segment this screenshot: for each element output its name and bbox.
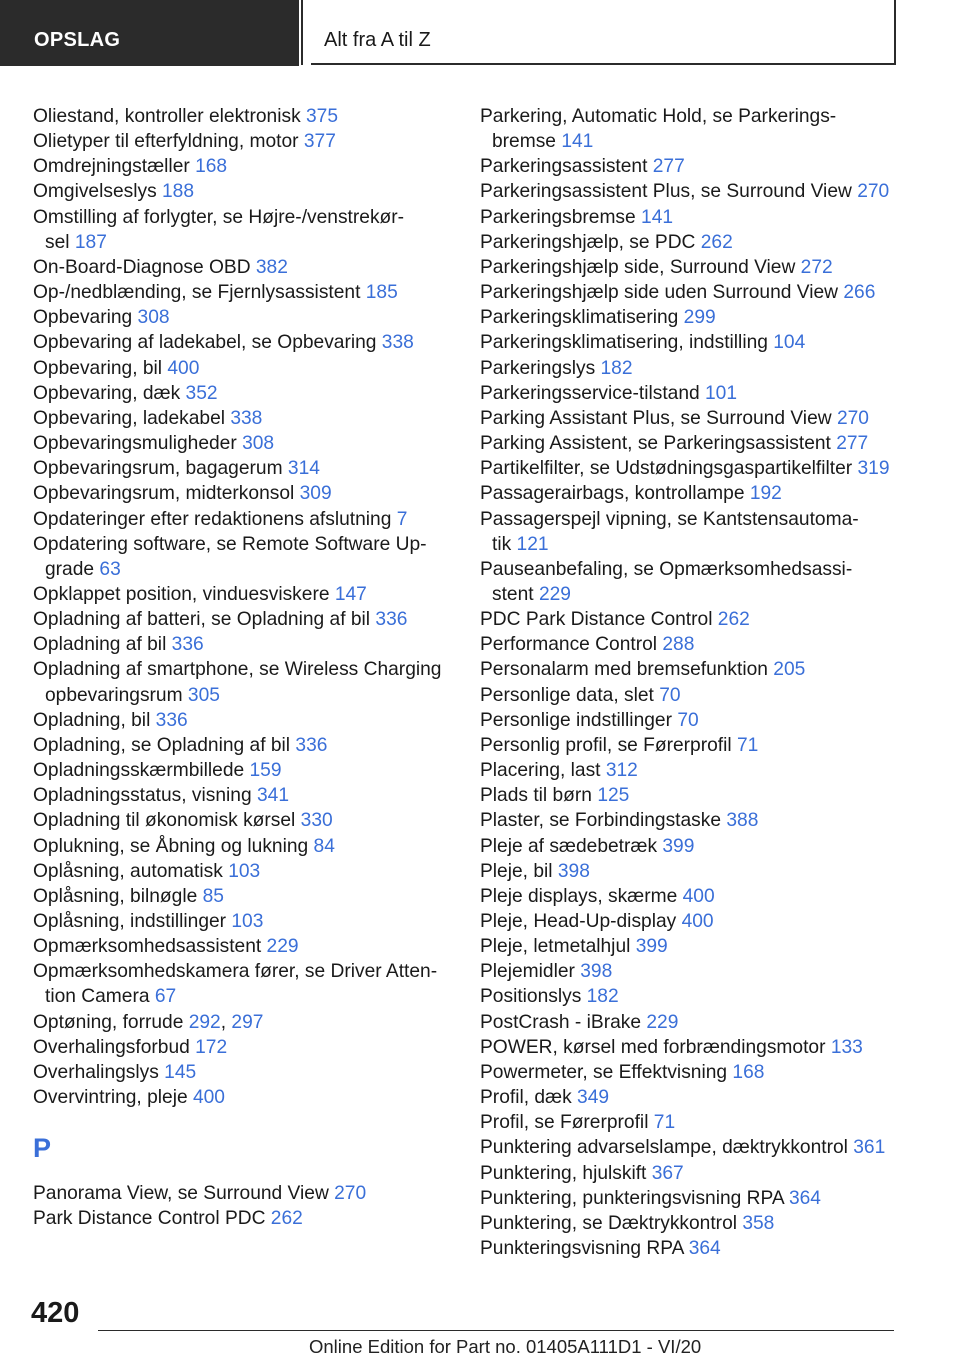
page-link[interactable]: 277 bbox=[836, 433, 869, 455]
index-entry bbox=[33, 456, 453, 481]
entry-text: Pleje af sædebetræk bbox=[480, 835, 663, 857]
entry-text: Parkeringsklimatisering, indstilling bbox=[480, 332, 774, 354]
index-entry bbox=[480, 481, 910, 506]
index-entry bbox=[33, 1010, 453, 1035]
index-entry bbox=[480, 431, 910, 456]
entry-text: Oplåsning, automatisk bbox=[33, 860, 229, 882]
page-link[interactable]: 272 bbox=[800, 256, 833, 278]
index-entry bbox=[33, 808, 453, 833]
page-link[interactable]: 277 bbox=[652, 156, 685, 178]
entry-text: Oliestand, kontroller elektronisk bbox=[33, 106, 307, 127]
page-link[interactable]: 103 bbox=[228, 860, 261, 882]
index-entry bbox=[480, 104, 910, 154]
page-link[interactable]: 312 bbox=[605, 760, 638, 782]
entry-text: Overhalingsforbud bbox=[33, 1036, 196, 1058]
entry-text: tion Camera bbox=[45, 986, 155, 1008]
page-link[interactable]: 400 bbox=[167, 357, 200, 379]
entry-text: Opladning, se Opladning af bil bbox=[33, 734, 296, 756]
index-entry bbox=[480, 154, 910, 179]
index-entry bbox=[480, 406, 910, 431]
page-link[interactable]: 229 bbox=[266, 936, 299, 958]
page-link[interactable]: 338 bbox=[381, 332, 414, 354]
entry-text: Opbevaring, bil bbox=[33, 357, 168, 379]
page-link[interactable]: 388 bbox=[726, 810, 759, 832]
index-entry bbox=[33, 356, 453, 381]
entry-text: Punktering advarselslampe, dæktrykkontrol bbox=[480, 1137, 854, 1159]
entry-text: Oplåsning, indstillinger bbox=[33, 911, 232, 932]
entry-text: Opmærksomhedskamera fører, se Driver Atten- bbox=[33, 961, 438, 983]
page-link[interactable]: 70 bbox=[677, 709, 699, 731]
entry-text: sel bbox=[45, 231, 75, 253]
index-entry bbox=[480, 179, 910, 204]
entry-text: Performance Control bbox=[480, 634, 663, 656]
page-link[interactable]: 63 bbox=[99, 558, 121, 580]
entry-text: Pauseanbefaling, se Opmærksomhedsassi- bbox=[480, 558, 853, 580]
page-link[interactable]: 168 bbox=[732, 1061, 765, 1083]
entry-text: Personlige data, slet bbox=[480, 684, 660, 706]
entry-text: PDC Park Distance Control bbox=[480, 609, 718, 631]
index-entry bbox=[33, 909, 453, 934]
entry-text: Opbevaring af ladekabel, se Opbevaring bbox=[33, 332, 382, 354]
page-link[interactable]: 185 bbox=[365, 282, 398, 304]
page-link[interactable]: 399 bbox=[662, 835, 695, 857]
entry-text: bremse bbox=[492, 131, 562, 153]
index-column-right bbox=[480, 104, 910, 1261]
index-entry bbox=[33, 154, 453, 179]
page-link[interactable]: 364 bbox=[688, 1238, 721, 1260]
entry-text: Opladning, bil bbox=[33, 709, 156, 731]
index-entry bbox=[480, 356, 910, 381]
entry-text: Oplukning, se Åbning og lukning bbox=[33, 835, 314, 857]
index-entry bbox=[480, 834, 910, 859]
index-entry bbox=[480, 632, 910, 657]
page-link[interactable]: 305 bbox=[187, 684, 220, 706]
index-entry bbox=[33, 507, 453, 532]
entry-text: Opladning til økonomisk kørsel bbox=[33, 810, 301, 832]
index-entry bbox=[33, 859, 453, 884]
entry-text: Powermeter, se Effektvisning bbox=[480, 1061, 733, 1083]
entry-text: Park Distance Control PDC bbox=[33, 1208, 271, 1230]
page-link[interactable]: 364 bbox=[788, 1187, 821, 1209]
index-entry bbox=[33, 330, 453, 355]
entry-text: Overvintring, pleje bbox=[33, 1087, 193, 1109]
page-link[interactable]: 308 bbox=[137, 307, 170, 329]
page-link[interactable]: 352 bbox=[185, 382, 218, 404]
index-entry bbox=[33, 657, 453, 707]
index-entry bbox=[480, 1085, 910, 1110]
page-link[interactable]: 270 bbox=[857, 181, 890, 203]
index-entry bbox=[33, 1060, 453, 1085]
entry-text: Opklappet position, vinduesviskere bbox=[33, 583, 335, 605]
entry-text: Parking Assistant Plus, se Surround View bbox=[480, 407, 837, 429]
entry-text: Parkeringsassistent bbox=[480, 156, 653, 178]
page-link[interactable]: 299 bbox=[683, 307, 716, 329]
page-link[interactable]: 262 bbox=[717, 609, 750, 631]
entry-text: Opbevaringsrum, midterkonsol bbox=[33, 483, 300, 505]
page-link[interactable]: 229 bbox=[538, 583, 571, 605]
entry-text: Profil, se Førerprofil bbox=[480, 1112, 654, 1134]
page-link[interactable]: 367 bbox=[651, 1162, 684, 1184]
entry-text: Opladningsskærmbillede bbox=[33, 760, 250, 782]
page-link[interactable]: 336 bbox=[155, 709, 188, 731]
page-link[interactable]: 398 bbox=[557, 860, 590, 882]
index-entry bbox=[480, 909, 910, 934]
index-entry bbox=[480, 859, 910, 884]
entry-text: opbevaringsrum bbox=[45, 684, 188, 706]
entry-text: Op-/nedblænding, se Fjernlysassistent bbox=[33, 282, 366, 304]
index-entry bbox=[480, 255, 910, 280]
index-entry bbox=[480, 1186, 910, 1211]
index-entry bbox=[480, 230, 910, 255]
entry-text: Parkeringshjælp side uden Surround View bbox=[480, 282, 844, 304]
page-link[interactable]: 104 bbox=[773, 332, 806, 354]
index-entry bbox=[33, 381, 453, 406]
page-number: 420 bbox=[31, 1297, 80, 1329]
index-entry bbox=[480, 708, 910, 733]
page-link[interactable]: 71 bbox=[736, 734, 759, 756]
page-link[interactable]: 398 bbox=[580, 961, 613, 983]
entry-text: tik bbox=[492, 533, 517, 555]
entry-text: Omstilling af forlygter, se Højre-/venstrekør- bbox=[33, 206, 405, 228]
page-link[interactable]: 309 bbox=[299, 483, 332, 505]
page-link[interactable]: 400 bbox=[681, 911, 714, 932]
entry-text: On-Board-Diagnose OBD bbox=[33, 256, 256, 278]
entry-text: Opladningsstatus, visning bbox=[33, 785, 257, 807]
index-entry bbox=[33, 305, 453, 330]
entry-text: Plejemidler bbox=[480, 961, 581, 983]
entry-text: Opbevaring, dæk bbox=[33, 382, 186, 404]
index-entry bbox=[33, 758, 453, 783]
index-entry bbox=[33, 179, 453, 204]
index-entry bbox=[33, 1181, 453, 1206]
page-link[interactable]: 103 bbox=[231, 911, 264, 932]
entry-text: PostCrash - iBrake bbox=[480, 1011, 647, 1033]
index-entry bbox=[480, 808, 910, 833]
letter-text: P bbox=[33, 1133, 52, 1164]
entry-text: Opladning af batteri, se Opladning af bil bbox=[33, 609, 376, 631]
entry-text: Parkeringshjælp, se PDC bbox=[480, 231, 701, 253]
page-link[interactable]: 341 bbox=[256, 785, 289, 807]
index-entry bbox=[480, 1110, 910, 1135]
index-entry bbox=[480, 657, 910, 682]
index-entry bbox=[33, 632, 453, 657]
entry-text: Optøning, forrude bbox=[33, 1011, 189, 1033]
page-link[interactable]: 71 bbox=[653, 1112, 676, 1134]
index-entry bbox=[33, 280, 453, 305]
entry-text: Placering, last bbox=[480, 760, 606, 782]
index-entry bbox=[480, 934, 910, 959]
entry-text: Olietyper til efterfyldning, motor bbox=[33, 131, 304, 153]
index-entry bbox=[33, 104, 453, 129]
page-link[interactable]: 358 bbox=[742, 1212, 775, 1234]
entry-text: POWER, kørsel med forbrændingsmotor bbox=[480, 1036, 831, 1058]
page-link[interactable]: 330 bbox=[300, 810, 333, 832]
entry-text: Parkeringslys bbox=[480, 357, 601, 379]
page-link[interactable]: 399 bbox=[635, 936, 668, 958]
page-link[interactable]: 262 bbox=[270, 1208, 303, 1230]
entry-text: Passagerairbags, kontrollampe bbox=[480, 483, 750, 505]
page-link[interactable]: 375 bbox=[306, 106, 339, 127]
page-link[interactable]: 349 bbox=[577, 1087, 610, 1109]
entry-text: Opbevaring, ladekabel bbox=[33, 407, 231, 429]
page-link[interactable]: 141 bbox=[561, 131, 594, 153]
entry-text: Parkeringsservice-tilstand bbox=[480, 382, 706, 404]
entry-text: Opdatering software, se Remote Software Up- bbox=[33, 533, 427, 555]
index-entry bbox=[480, 305, 910, 330]
entry-text: Oplåsning, bilnøgle bbox=[33, 885, 203, 907]
index-entry bbox=[480, 381, 910, 406]
entry-text: grade bbox=[45, 558, 100, 580]
index-entry bbox=[480, 959, 910, 984]
entry-text: Parkering, Automatic Hold, se Parkerings- bbox=[480, 106, 837, 127]
index-entry bbox=[33, 959, 453, 1009]
page-link[interactable]: 336 bbox=[295, 734, 328, 756]
page-link[interactable]: 125 bbox=[597, 785, 630, 807]
page-link[interactable]: 67 bbox=[154, 986, 177, 1008]
index-entry bbox=[480, 1211, 910, 1236]
index-entry bbox=[33, 783, 453, 808]
entry-text: Personlige indstillinger bbox=[480, 709, 678, 731]
page-link[interactable]: 361 bbox=[853, 1137, 886, 1159]
page-link[interactable]: 145 bbox=[164, 1061, 197, 1083]
entry-text: Plaster, se Forbindingstaske bbox=[480, 810, 727, 832]
page-link[interactable]: 229 bbox=[646, 1011, 679, 1033]
index-entry bbox=[33, 1206, 453, 1231]
index-entry bbox=[480, 733, 910, 758]
index-entry bbox=[480, 1060, 910, 1085]
entry-text: Opmærksomhedsassistent bbox=[33, 936, 267, 958]
entry-text: Punkteringsvisning RPA bbox=[480, 1238, 689, 1260]
entry-text: Profil, dæk bbox=[480, 1087, 578, 1109]
index-entry bbox=[480, 984, 910, 1009]
entry-text: Personlig profil, se Førerprofil bbox=[480, 734, 737, 756]
page-link[interactable]: 262 bbox=[700, 231, 733, 253]
index-entry bbox=[33, 1085, 453, 1110]
entry-text: Omdrejningstæller bbox=[33, 156, 196, 178]
page-link[interactable]: 308 bbox=[242, 433, 275, 455]
entry-text: Omgivelseslys bbox=[33, 181, 163, 203]
index-entry bbox=[480, 1010, 910, 1035]
header-section bbox=[311, 0, 896, 65]
page-link[interactable]: 85 bbox=[202, 885, 224, 907]
page-link[interactable]: 319 bbox=[857, 458, 890, 480]
entry-text: Opbevaringsmuligheder bbox=[33, 433, 243, 455]
page-link[interactable]: 188 bbox=[162, 181, 195, 203]
page-link[interactable]: 400 bbox=[192, 1087, 225, 1109]
entry-text: Opbevaring bbox=[33, 307, 138, 329]
entry-text: Personalarm med bremsefunktion bbox=[480, 659, 774, 681]
page-link[interactable]: 382 bbox=[255, 256, 288, 278]
page-link[interactable]: 121 bbox=[516, 533, 549, 555]
entry-text: Positionslys bbox=[480, 986, 587, 1008]
index-entry bbox=[33, 255, 453, 280]
header-tab bbox=[0, 0, 299, 66]
index-entry bbox=[480, 557, 910, 607]
entry-text: Partikelfilter, se Udstødningsgaspartikelfilter bbox=[480, 458, 858, 480]
index-entry bbox=[480, 330, 910, 355]
index-entry bbox=[480, 783, 910, 808]
entry-text: Parkeringshjælp side, Surround View bbox=[480, 256, 801, 278]
header-section-title: Alt fra A til Z bbox=[324, 29, 431, 51]
page-link[interactable]: 182 bbox=[600, 357, 633, 379]
page-link[interactable]: 270 bbox=[334, 1183, 367, 1205]
index-entry bbox=[480, 884, 910, 909]
page-link[interactable]: 172 bbox=[195, 1036, 228, 1058]
index-entry bbox=[480, 1035, 910, 1060]
index-entry bbox=[480, 607, 910, 632]
index-entry bbox=[480, 280, 910, 305]
page-link[interactable]: 336 bbox=[375, 609, 408, 631]
index-entry bbox=[33, 129, 453, 154]
page-link[interactable]: 133 bbox=[830, 1036, 863, 1058]
index-entry bbox=[480, 205, 910, 230]
footer-edition: Online Edition for Part no. 01405A111D1 - VI/20 bbox=[309, 1336, 702, 1357]
index-entry bbox=[33, 582, 453, 607]
page-link[interactable]: 182 bbox=[586, 986, 619, 1008]
entry-text: Pleje, letmetalhjul bbox=[480, 936, 636, 958]
entry-text: Opladning af smartphone, se Wireless Charging bbox=[33, 659, 442, 681]
footer-rule bbox=[98, 1330, 894, 1331]
header-tab-label: OPSLAG bbox=[34, 29, 121, 51]
index-entry bbox=[33, 205, 453, 255]
page-link[interactable]: 270 bbox=[836, 407, 869, 429]
page-link[interactable]: 314 bbox=[287, 458, 320, 480]
index-entry bbox=[33, 406, 453, 431]
index-entry bbox=[33, 607, 453, 632]
page-link[interactable]: 7 bbox=[396, 508, 408, 530]
page-link[interactable]: 159 bbox=[249, 760, 282, 782]
entry-text: Plads til børn bbox=[480, 785, 598, 807]
index-entry bbox=[33, 431, 453, 456]
page-link[interactable]: 288 bbox=[662, 634, 695, 656]
entry-text: Opladning af bil bbox=[33, 634, 172, 656]
entry-text: Punktering, se Dæktrykkontrol bbox=[480, 1212, 743, 1234]
page-link[interactable]: 101 bbox=[705, 382, 738, 404]
entry-text: Opbevaringsrum, bagagerum bbox=[33, 458, 288, 480]
index-entry bbox=[480, 456, 910, 481]
entry-text: Panorama View, se Surround View bbox=[33, 1183, 335, 1205]
index-entry bbox=[480, 507, 910, 557]
index-entry bbox=[33, 834, 453, 859]
index-column-left bbox=[33, 104, 453, 1232]
page-link[interactable]: 205 bbox=[773, 659, 806, 681]
page-link[interactable]: 168 bbox=[195, 156, 228, 178]
index-entry bbox=[33, 934, 453, 959]
page-link[interactable]: 147 bbox=[334, 583, 367, 605]
page-link[interactable]: 338 bbox=[230, 407, 263, 429]
index-entry bbox=[480, 683, 910, 708]
index-entry bbox=[480, 1236, 910, 1261]
entry-text: Parkeringsassistent Plus, se Surround View bbox=[480, 181, 858, 203]
entry-text: Parkeringsklimatisering bbox=[480, 307, 684, 329]
page-link[interactable]: 141 bbox=[641, 206, 674, 228]
entry-text: Opdateringer efter redaktionens afslutning bbox=[33, 508, 397, 530]
page-link[interactable]: 84 bbox=[313, 835, 335, 857]
index-entry bbox=[480, 758, 910, 783]
page-link[interactable]: 292 bbox=[188, 1011, 221, 1033]
index-entry bbox=[33, 532, 453, 582]
entry-text: , bbox=[220, 1011, 232, 1033]
entry-text: Punktering, hjulskift bbox=[480, 1162, 652, 1184]
entry-text: Passagerspejl vipning, se Kantstensautoma- bbox=[480, 508, 859, 530]
entry-text: Pleje displays, skærme bbox=[480, 885, 683, 907]
page-link[interactable]: 266 bbox=[843, 282, 876, 304]
index-entry bbox=[33, 481, 453, 506]
index-entry bbox=[480, 1161, 910, 1186]
entry-text: Pleje, bil bbox=[480, 860, 558, 882]
index-entry bbox=[33, 708, 453, 733]
entry-text: Overhalingslys bbox=[33, 1061, 165, 1083]
entry-text: Parkeringsbremse bbox=[480, 206, 642, 228]
page-link[interactable]: 70 bbox=[659, 684, 681, 706]
page-link[interactable]: 297 bbox=[231, 1011, 264, 1033]
section-letter bbox=[33, 1131, 453, 1181]
page-link[interactable]: 336 bbox=[171, 634, 204, 656]
page-link[interactable]: 377 bbox=[303, 131, 336, 153]
entry-text: stent bbox=[492, 583, 539, 605]
page-link[interactable]: 400 bbox=[682, 885, 715, 907]
page-link[interactable]: 187 bbox=[74, 231, 107, 253]
entry-text: Pleje, Head-Up-display bbox=[480, 911, 682, 932]
index-entry bbox=[33, 884, 453, 909]
entry-text: Parking Assistent, se Parkeringsassistent bbox=[480, 433, 837, 455]
index-entry bbox=[480, 1135, 910, 1160]
index-entry bbox=[33, 1035, 453, 1060]
page-link[interactable]: 192 bbox=[749, 483, 782, 505]
index-entry bbox=[33, 733, 453, 758]
entry-text: Punktering, punkteringsvisning RPA bbox=[480, 1187, 789, 1209]
